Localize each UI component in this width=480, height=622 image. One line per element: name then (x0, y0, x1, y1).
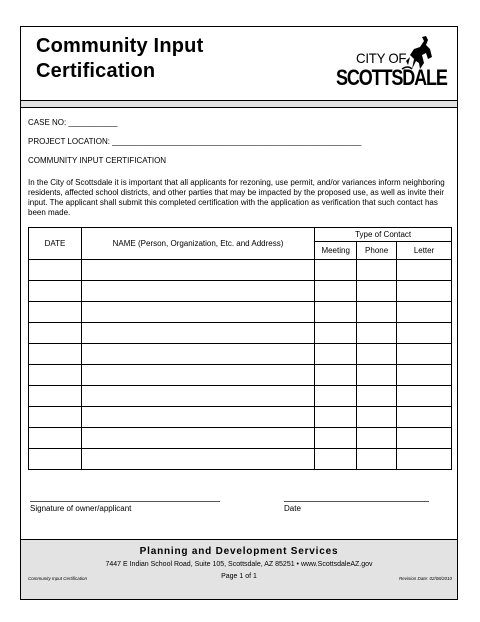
date-signature-line[interactable] (284, 501, 429, 502)
date-cell[interactable] (29, 260, 82, 281)
phone-cell[interactable] (357, 281, 397, 302)
logo-name-text: SCOTTSDALE (336, 65, 447, 90)
meeting-cell[interactable] (315, 365, 357, 386)
meeting-column-header: Meeting (315, 242, 357, 260)
meeting-cell[interactable] (315, 428, 357, 449)
letter-cell[interactable] (397, 323, 452, 344)
footer-form-name: Community Input Certification (28, 576, 88, 581)
name-cell[interactable] (81, 323, 314, 344)
title-line-1: Community Input (36, 35, 204, 57)
table-row (29, 386, 452, 407)
table-row (29, 260, 452, 281)
letter-column-header: Letter (397, 242, 452, 260)
meeting-cell[interactable] (315, 302, 357, 323)
name-cell[interactable] (81, 428, 314, 449)
logo-city-text: CITY OF (356, 50, 407, 66)
phone-cell[interactable] (357, 449, 397, 470)
table-row (29, 302, 452, 323)
letter-cell[interactable] (397, 344, 452, 365)
letter-cell[interactable] (397, 365, 452, 386)
date-cell[interactable] (29, 344, 82, 365)
revision-date: Revision Date: 02/08/2010 (398, 576, 452, 581)
date-cell[interactable] (29, 407, 82, 428)
letter-cell[interactable] (397, 428, 452, 449)
name-cell[interactable] (81, 302, 314, 323)
phone-cell[interactable] (357, 407, 397, 428)
form-page (20, 26, 458, 600)
footer-address: 7447 E Indian School Road, Suite 105, Scottsdale, AZ 85251 • www.ScottsdaleAZ.gov (105, 561, 373, 568)
meeting-cell[interactable] (315, 407, 357, 428)
footer-title: Planning and Development Services (139, 546, 339, 557)
table-row (29, 365, 452, 386)
name-cell[interactable] (81, 449, 314, 470)
letter-cell[interactable] (397, 260, 452, 281)
letter-cell[interactable] (397, 302, 452, 323)
contact-table-body (29, 260, 452, 470)
date-cell[interactable] (29, 281, 82, 302)
header-divider-band (21, 100, 457, 108)
meeting-cell[interactable] (315, 260, 357, 281)
owner-signature-label: Signature of owner/applicant (30, 504, 132, 513)
phone-column-header: Phone (357, 242, 397, 260)
letter-cell[interactable] (397, 386, 452, 407)
date-cell[interactable] (29, 428, 82, 449)
name-cell[interactable] (81, 407, 314, 428)
meeting-cell[interactable] (315, 323, 357, 344)
date-cell[interactable] (29, 323, 82, 344)
contact-type-header: Type of Contact (315, 228, 452, 242)
table-row (29, 449, 452, 470)
meeting-cell[interactable] (315, 386, 357, 407)
owner-signature-line[interactable] (30, 501, 220, 502)
date-cell[interactable] (29, 302, 82, 323)
project-location-label: PROJECT LOCATION: (28, 137, 110, 146)
date-cell[interactable] (29, 386, 82, 407)
table-row (29, 407, 452, 428)
phone-cell[interactable] (357, 260, 397, 281)
table-row (29, 344, 452, 365)
title-line-2: Certification (36, 60, 156, 82)
letter-cell[interactable] (397, 449, 452, 470)
case-no-row (28, 118, 117, 128)
meeting-cell[interactable] (315, 449, 357, 470)
date-cell[interactable] (29, 365, 82, 386)
name-cell[interactable] (81, 260, 314, 281)
project-location-row (28, 137, 361, 147)
phone-cell[interactable] (357, 323, 397, 344)
table-row (29, 428, 452, 449)
page-title (36, 34, 203, 84)
date-cell[interactable] (29, 449, 82, 470)
instructions-paragraph: In the City of Scottsdale it is important that all applicants for rezoning, use permit, and/or variances inform neighboring residents, affected school districts, and other parties that may be impacted by the proposed use, as well as invite their input. The applicant shall submit this completed certification with the application as verification that such contact has been made. (28, 178, 445, 217)
letter-cell[interactable] (397, 407, 452, 428)
table-row (29, 281, 452, 302)
case-no-field[interactable]: ___________ (68, 118, 118, 127)
phone-cell[interactable] (357, 302, 397, 323)
letter-cell[interactable] (397, 281, 452, 302)
phone-cell[interactable] (357, 386, 397, 407)
footer (21, 539, 457, 599)
table-row (29, 323, 452, 344)
date-signature-label: Date (284, 504, 301, 513)
meeting-cell[interactable] (315, 281, 357, 302)
name-cell[interactable] (81, 344, 314, 365)
page-number: Page 1 of 1 (221, 573, 257, 580)
phone-cell[interactable] (357, 365, 397, 386)
phone-cell[interactable] (357, 428, 397, 449)
project-location-field[interactable]: ________________________________________________________ (112, 137, 362, 146)
phone-cell[interactable] (357, 344, 397, 365)
name-cell[interactable] (81, 365, 314, 386)
name-column-header: NAME (Person, Organization, Etc. and Address) (81, 228, 314, 260)
section-heading: COMMUNITY INPUT CERTIFICATION (28, 156, 167, 165)
name-cell[interactable] (81, 281, 314, 302)
meeting-cell[interactable] (315, 344, 357, 365)
name-cell[interactable] (81, 386, 314, 407)
date-column-header: DATE (29, 228, 82, 260)
case-no-label: CASE NO: (28, 118, 67, 127)
city-logo (336, 35, 451, 93)
contact-table (28, 227, 452, 470)
